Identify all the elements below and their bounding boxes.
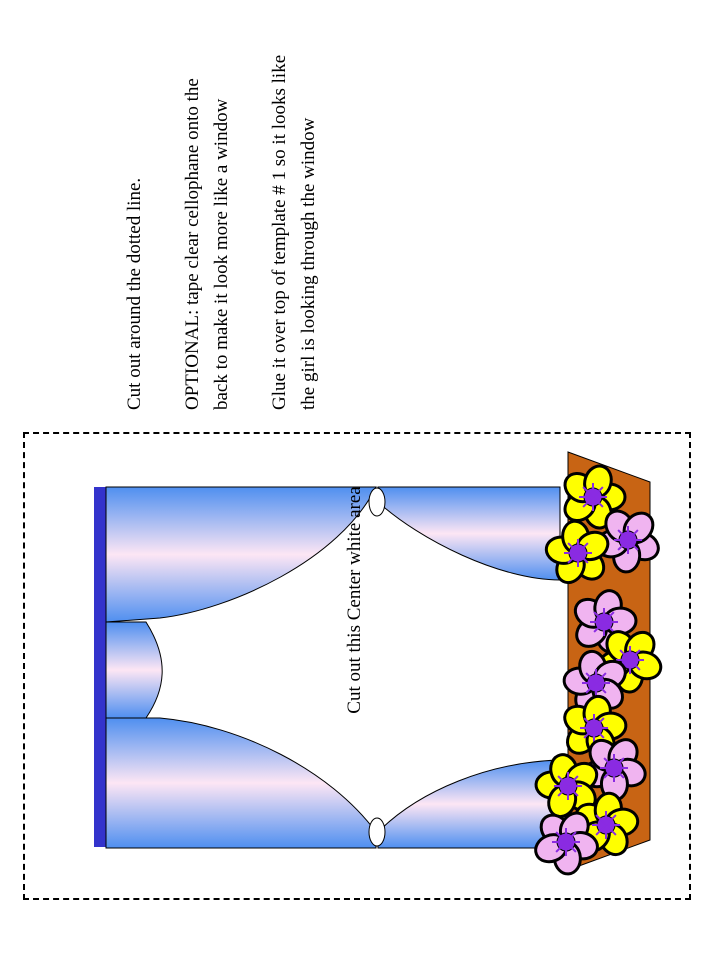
- curtain-valance: [106, 622, 162, 718]
- instruction-cut-out: Cut out around the dotted line.: [124, 177, 145, 410]
- curtain-tieback-top: [369, 488, 385, 516]
- curtain-rod: [94, 487, 106, 847]
- curtain-panel-top: [106, 487, 376, 622]
- curtain-panel-bottom: [106, 718, 376, 848]
- instruction-glue: Glue it over top of template # 1 so it looks like the girl is looking through the window: [269, 54, 319, 410]
- curtain-drape-top: [378, 487, 560, 580]
- curtain-tieback-bottom: [369, 818, 385, 846]
- instruction-optional-cellophane: OPTIONAL: tape clear cellophane onto the back to make it look more like a window: [182, 78, 232, 410]
- center-cutout-label: Cut out this Center white area: [344, 486, 365, 714]
- curtain-drape-bottom: [378, 760, 560, 848]
